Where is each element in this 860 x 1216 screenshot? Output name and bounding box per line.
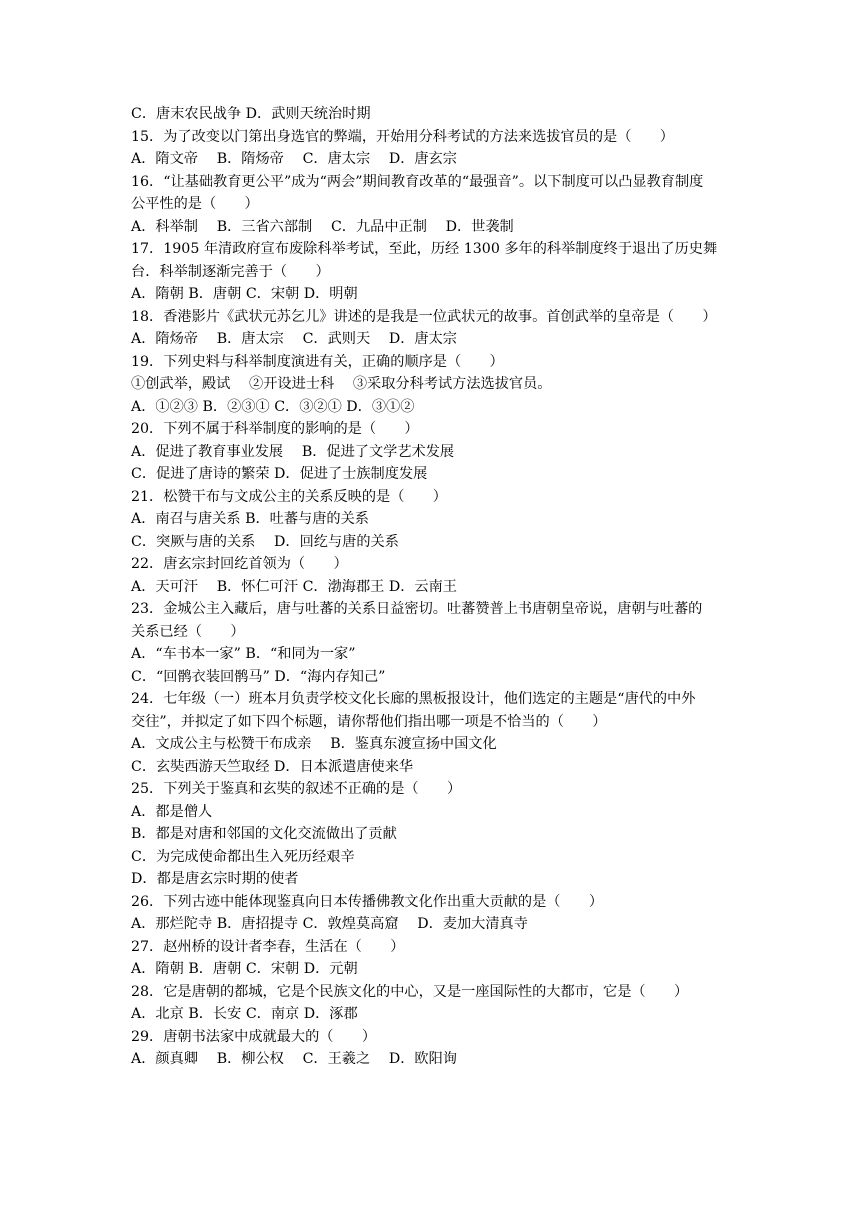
text-line: 24．七年级（一）班本月负责学校文化长廊的黑板报设计，他们选定的主题是“唐代的中外 [131, 691, 696, 707]
text-line: C．为完成使命都出生入死历经艰辛 [131, 848, 355, 865]
text-line: C．唐末农民战争 D．武则天统治时期 [131, 106, 371, 122]
text-line: A．北京 B．长安 C．南京 D．涿郡 [131, 1006, 358, 1022]
text-line: 22．唐玄宗封回纥首领为（ ） [131, 556, 348, 572]
text-line: 公平性的是（ ） [131, 196, 259, 212]
text-line: 28．它是唐朝的都城，它是个民族文化的中心，又是一座国际性的大都市，它是（ ） [131, 983, 689, 1000]
text-line: 29．唐朝书法家中成就最大的（ ） [131, 1028, 377, 1045]
text-line: C．“回鹘衣装回鹘马” D．“海内存知己” [131, 668, 386, 685]
text-line: D．都是唐玄宗时期的使者 [131, 871, 299, 887]
text-line: A．科举制 B．三省六部制 C．九品中正制 D．世袭制 [131, 218, 514, 235]
text-line: ①创武举，殿试 ②开设进士科 ③采取分科考试方法选拔官员。 [131, 376, 552, 392]
text-line: 25．下列关于鉴真和玄奘的叙述不正确的是（ ） [131, 781, 462, 797]
text-line: C．促进了唐诗的繁荣 D．促进了士族制度发展 [131, 466, 428, 482]
text-line: A．隋朝 B．唐朝 C．宋朝 D．元朝 [131, 961, 358, 977]
text-line: 19．下列史料与科举制度演进有关，正确的顺序是（ ） [131, 353, 504, 370]
text-line: A．文成公主与松赞干布成亲 B．鉴真东渡宣扬中国文化 [131, 736, 497, 752]
text-line: C．突厥与唐的关系 D．回纥与唐的关系 [131, 533, 399, 550]
text-line: 26．下列古迹中能体现鉴真向日本传播佛教文化作出重大贡献的是（ ） [131, 893, 604, 910]
text-line: A．那烂陀寺 B．唐招提寺 C．敦煌莫高窟 D．麦加大清真寺 [131, 916, 528, 932]
text-line: 交往”，并拟定了如下四个标题，请你帮他们指出哪一项是不恰当的（ ） [131, 713, 607, 730]
text-line: 27．赵州桥的设计者李春，生活在（ ） [131, 938, 405, 955]
text-line: A．隋朝 B．唐朝 C．宋朝 D．明朝 [131, 286, 358, 302]
text-line: 20．下列不属于科举制度的影响的是（ ） [131, 421, 419, 437]
text-line: A．促进了教育事业发展 B．促进了文学艺术发展 [131, 443, 455, 460]
text-line: A．“车书本一家” B．“和同为一家” [131, 646, 356, 662]
text-line: 18．香港影片《武状元苏乞儿》讲述的是我是一位武状元的故事。首创武举的皇帝是（ ） [131, 308, 717, 325]
text-line: A．隋炀帝 B．唐太宗 C．武则天 D．唐太宗 [131, 331, 457, 347]
text-line: A．天可汗 B．怀仁可汗 C．渤海郡王 D．云南王 [131, 578, 457, 595]
text-line: 15．为了改变以门第出身选官的弊端，开始用分科考试的方法来选拔官员的是（ ） [131, 128, 674, 145]
text-line: 16．“让基础教育更公平”成为“两会”期间教育改革的“最强音”。以下制度可以凸显教育制度 [131, 173, 704, 190]
text-line: B．都是对唐和邻国的文化交流做出了贡献 [131, 826, 397, 842]
text-line: 23．金城公主入藏后，唐与吐蕃的关系日益密切。吐蕃赞普上书唐朝皇帝说，唐朝与吐蕃的 [131, 601, 703, 617]
question-text-block [131, 103, 741, 1071]
text-line: C．玄奘西游天竺取经 D．日本派遣唐使来华 [131, 758, 414, 775]
text-line: 21．松赞干布与文成公主的关系反映的是（ ） [131, 488, 447, 505]
text-line: A．颜真卿 B．柳公权 C．王羲之 D．欧阳询 [131, 1051, 457, 1067]
text-line: 台．科举制逐渐完善于（ ） [131, 263, 330, 280]
text-line: 关系已经（ ） [131, 623, 245, 640]
text-line: A．都是僧人 [131, 803, 213, 820]
text-line: 17．1905 年清政府宣布废除科举考试，至此，历经 1300 多年的科举制度终于退出了历史舞 [131, 241, 718, 257]
text-line: A．隋文帝 B．隋炀帝 C．唐太宗 D．唐玄宗 [131, 151, 457, 167]
text-line: A．①②③ B．②③① C．③②① D．③①② [131, 398, 415, 415]
text-line: A．南召与唐关系 B．吐蕃与唐的关系 [131, 511, 369, 527]
